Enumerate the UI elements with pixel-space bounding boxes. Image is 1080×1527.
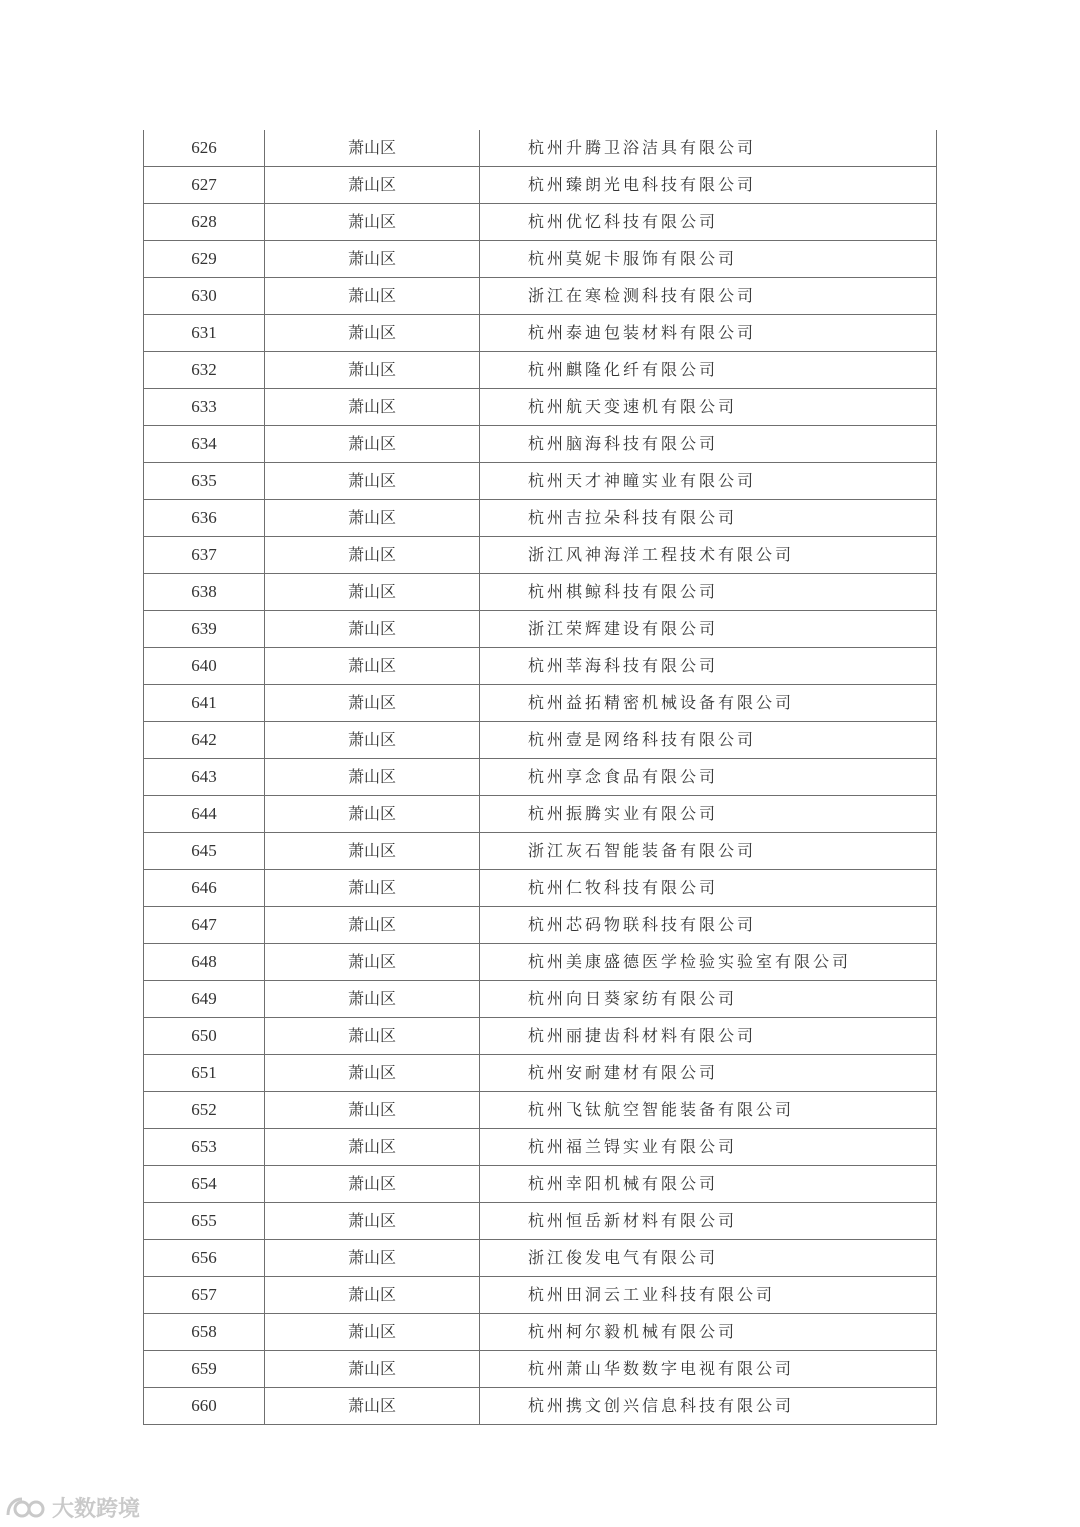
district-cell: 萧山区: [265, 722, 480, 759]
company-name-cell: 杭州吉拉朵科技有限公司: [480, 500, 937, 537]
company-name-cell: 杭州福兰锝实业有限公司: [480, 1129, 937, 1166]
company-name-cell: 浙江在寒检测科技有限公司: [480, 278, 937, 315]
brand-logo-icon: [4, 1495, 48, 1521]
row-number-cell: 659: [144, 1351, 265, 1388]
table-row: [144, 574, 937, 611]
table-body: [144, 130, 937, 1425]
table-row: [144, 796, 937, 833]
row-number-cell: 651: [144, 1055, 265, 1092]
table-row: [144, 1277, 937, 1314]
table-row: [144, 685, 937, 722]
row-number-cell: 637: [144, 537, 265, 574]
company-name-cell: 杭州莘海科技有限公司: [480, 648, 937, 685]
company-name-cell: 杭州莫妮卡服饰有限公司: [480, 241, 937, 278]
district-cell: 萧山区: [265, 130, 480, 167]
row-number-cell: 636: [144, 500, 265, 537]
district-cell: 萧山区: [265, 1277, 480, 1314]
company-name-cell: 浙江灰石智能装备有限公司: [480, 833, 937, 870]
table-row: [144, 130, 937, 167]
watermark-text: 大数跨境: [52, 1497, 141, 1522]
table-row: [144, 389, 937, 426]
row-number-cell: 640: [144, 648, 265, 685]
row-number-cell: 635: [144, 463, 265, 500]
company-name-cell: 杭州泰迪包装材料有限公司: [480, 315, 937, 352]
district-cell: 萧山区: [265, 500, 480, 537]
table-row: [144, 648, 937, 685]
district-cell: 萧山区: [265, 1240, 480, 1277]
district-cell: 萧山区: [265, 1388, 480, 1425]
company-name-cell: 杭州升腾卫浴洁具有限公司: [480, 130, 937, 167]
district-cell: 萧山区: [265, 278, 480, 315]
table-row: [144, 1092, 937, 1129]
table-row: [144, 722, 937, 759]
table-row: [144, 500, 937, 537]
row-number-cell: 647: [144, 907, 265, 944]
district-cell: 萧山区: [265, 167, 480, 204]
district-cell: 萧山区: [265, 648, 480, 685]
row-number-cell: 631: [144, 315, 265, 352]
company-name-cell: 杭州臻朗光电科技有限公司: [480, 167, 937, 204]
table-row: [144, 167, 937, 204]
company-name-cell: 杭州仁牧科技有限公司: [480, 870, 937, 907]
table-row: [144, 870, 937, 907]
company-name-cell: 杭州脑海科技有限公司: [480, 426, 937, 463]
row-number-cell: 638: [144, 574, 265, 611]
district-cell: 萧山区: [265, 944, 480, 981]
table-row: [144, 981, 937, 1018]
district-cell: 萧山区: [265, 759, 480, 796]
company-name-cell: 浙江俊发电气有限公司: [480, 1240, 937, 1277]
district-cell: 萧山区: [265, 1092, 480, 1129]
row-number-cell: 627: [144, 167, 265, 204]
table-row: [144, 1314, 937, 1351]
table-row: [144, 315, 937, 352]
row-number-cell: 653: [144, 1129, 265, 1166]
company-name-cell: 杭州益拓精密机械设备有限公司: [480, 685, 937, 722]
table-row: [144, 241, 937, 278]
company-name-cell: 杭州携文创兴信息科技有限公司: [480, 1388, 937, 1425]
row-number-cell: 648: [144, 944, 265, 981]
district-cell: 萧山区: [265, 1055, 480, 1092]
district-cell: 萧山区: [265, 833, 480, 870]
district-cell: 萧山区: [265, 537, 480, 574]
district-cell: 萧山区: [265, 1314, 480, 1351]
row-number-cell: 629: [144, 241, 265, 278]
company-name-cell: 杭州芯码物联科技有限公司: [480, 907, 937, 944]
table-row: [144, 907, 937, 944]
company-name-cell: 杭州棋鲸科技有限公司: [480, 574, 937, 611]
district-cell: 萧山区: [265, 426, 480, 463]
district-cell: 萧山区: [265, 241, 480, 278]
row-number-cell: 652: [144, 1092, 265, 1129]
district-cell: 萧山区: [265, 1203, 480, 1240]
row-number-cell: 660: [144, 1388, 265, 1425]
company-name-cell: 杭州丽捷齿科材料有限公司: [480, 1018, 937, 1055]
company-name-cell: 杭州向日葵家纺有限公司: [480, 981, 937, 1018]
table-row: [144, 537, 937, 574]
company-name-cell: 杭州田洞云工业科技有限公司: [480, 1277, 937, 1314]
company-name-cell: 浙江风神海洋工程技术有限公司: [480, 537, 937, 574]
company-name-cell: 杭州美康盛德医学检验实验室有限公司: [480, 944, 937, 981]
district-cell: 萧山区: [265, 204, 480, 241]
company-name-cell: 杭州安耐建材有限公司: [480, 1055, 937, 1092]
row-number-cell: 632: [144, 352, 265, 389]
table-row: [144, 1203, 937, 1240]
company-name-cell: 杭州飞钛航空智能装备有限公司: [480, 1092, 937, 1129]
row-number-cell: 649: [144, 981, 265, 1018]
row-number-cell: 650: [144, 1018, 265, 1055]
table-row: [144, 1129, 937, 1166]
company-list-table: [143, 130, 937, 1425]
table-row: [144, 944, 937, 981]
row-number-cell: 639: [144, 611, 265, 648]
row-number-cell: 654: [144, 1166, 265, 1203]
row-number-cell: 628: [144, 204, 265, 241]
table-row: [144, 1166, 937, 1203]
company-name-cell: 杭州壹是网络科技有限公司: [480, 722, 937, 759]
company-name-cell: 杭州享念食品有限公司: [480, 759, 937, 796]
company-name-cell: 杭州萧山华数数字电视有限公司: [480, 1351, 937, 1388]
row-number-cell: 658: [144, 1314, 265, 1351]
row-number-cell: 644: [144, 796, 265, 833]
table-row: [144, 611, 937, 648]
district-cell: 萧山区: [265, 796, 480, 833]
table-row: [144, 1351, 937, 1388]
row-number-cell: 634: [144, 426, 265, 463]
district-cell: 萧山区: [265, 870, 480, 907]
company-name-cell: 杭州优忆科技有限公司: [480, 204, 937, 241]
table-row: [144, 352, 937, 389]
table-row: [144, 278, 937, 315]
table-row: [144, 463, 937, 500]
watermark: [4, 1492, 140, 1523]
district-cell: 萧山区: [265, 315, 480, 352]
row-number-cell: 655: [144, 1203, 265, 1240]
row-number-cell: 642: [144, 722, 265, 759]
district-cell: 萧山区: [265, 463, 480, 500]
table-row: [144, 1388, 937, 1425]
company-name-cell: 杭州幸阳机械有限公司: [480, 1166, 937, 1203]
table-row: [144, 426, 937, 463]
district-cell: 萧山区: [265, 1129, 480, 1166]
table-row: [144, 1240, 937, 1277]
row-number-cell: 643: [144, 759, 265, 796]
row-number-cell: 641: [144, 685, 265, 722]
table-row: [144, 1055, 937, 1092]
row-number-cell: 630: [144, 278, 265, 315]
district-cell: 萧山区: [265, 352, 480, 389]
table-row: [144, 759, 937, 796]
district-cell: 萧山区: [265, 389, 480, 426]
district-cell: 萧山区: [265, 1166, 480, 1203]
company-name-cell: 杭州恒岳新材料有限公司: [480, 1203, 937, 1240]
district-cell: 萧山区: [265, 574, 480, 611]
district-cell: 萧山区: [265, 611, 480, 648]
company-name-cell: 杭州天才神瞳实业有限公司: [480, 463, 937, 500]
district-cell: 萧山区: [265, 907, 480, 944]
company-name-cell: 浙江荣辉建设有限公司: [480, 611, 937, 648]
row-number-cell: 633: [144, 389, 265, 426]
row-number-cell: 656: [144, 1240, 265, 1277]
district-cell: 萧山区: [265, 685, 480, 722]
table-row: [144, 204, 937, 241]
row-number-cell: 626: [144, 130, 265, 167]
company-name-cell: 杭州柯尔毅机械有限公司: [480, 1314, 937, 1351]
row-number-cell: 657: [144, 1277, 265, 1314]
company-name-cell: 杭州航天变速机有限公司: [480, 389, 937, 426]
row-number-cell: 646: [144, 870, 265, 907]
district-cell: 萧山区: [265, 981, 480, 1018]
table-row: [144, 1018, 937, 1055]
company-name-cell: 杭州麒隆化纤有限公司: [480, 352, 937, 389]
row-number-cell: 645: [144, 833, 265, 870]
district-cell: 萧山区: [265, 1351, 480, 1388]
company-name-cell: 杭州振腾实业有限公司: [480, 796, 937, 833]
table-row: [144, 833, 937, 870]
district-cell: 萧山区: [265, 1018, 480, 1055]
